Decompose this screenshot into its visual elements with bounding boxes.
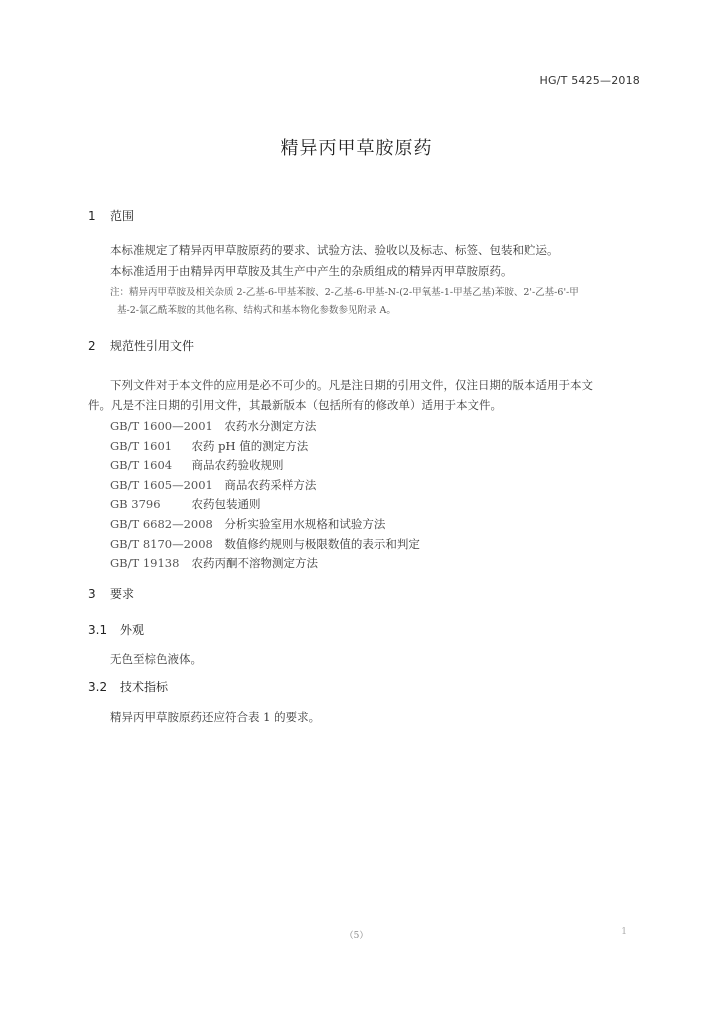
scope-paragraph-1: 本标准规定了精异丙甲草胺原药的要求、试验方法、验收以及标志、标签、包装和贮运。 — [110, 243, 559, 257]
section-number: 2 — [88, 339, 96, 353]
reference-item — [110, 477, 420, 497]
section-title: 规范性引用文件 — [110, 339, 195, 353]
reference-code: GB/T 6682—2008 — [110, 516, 213, 531]
scope-note-line-2: 基-2-氯乙酰苯胺的其他名称、结构式和基本物化参数参见附录 A。 — [117, 305, 396, 316]
reference-name: 商品农药验收规则 — [191, 458, 284, 473]
reference-item — [110, 438, 420, 458]
page-number: （5） — [344, 931, 369, 941]
reference-name: 分析实验室用水规格和试验方法 — [224, 516, 386, 531]
section-title: 技术指标 — [120, 680, 169, 694]
section-1-heading — [88, 207, 134, 224]
reference-name: 农药 pH 值的测定方法 — [191, 438, 309, 453]
appearance-text: 无色至棕色液体。 — [110, 652, 202, 666]
reference-code: GB 3796 — [110, 497, 161, 512]
reference-item — [110, 418, 420, 438]
reference-code: GB/T 1600—2001 — [110, 419, 213, 433]
reference-item — [110, 555, 420, 575]
reference-name: 数值修约规则与极限数值的表示和判定 — [224, 536, 420, 551]
reference-item — [110, 536, 420, 556]
section-title: 范围 — [110, 209, 135, 223]
references-intro-line-2: 件。凡是不注日期的引用文件，其最新版本（包括所有的修改单）适用于本文件。 — [88, 398, 502, 412]
standard-code: HG/T 5425—2018 — [539, 74, 640, 87]
section-3-2-heading — [88, 678, 168, 695]
reference-code: GB/T 1604 — [110, 458, 173, 473]
reference-code: GB/T 8170—2008 — [110, 536, 213, 551]
reference-item — [110, 516, 420, 536]
reference-item — [110, 457, 420, 477]
section-3-1-heading — [88, 621, 144, 638]
references-intro-line-1: 下列文件对于本文件的应用是必不可少的。凡是注日期的引用文件，仅注日期的版本适用于本文 — [110, 378, 593, 392]
section-number: 3.2 — [88, 680, 108, 694]
section-title: 外观 — [120, 623, 145, 637]
reference-code: GB/T 1605—2001 — [110, 477, 213, 492]
reference-name: 农药包装通则 — [191, 497, 261, 512]
section-number: 1 — [88, 209, 96, 223]
scope-note-line-1: 注：精异丙甲草胺及相关杂质 2-乙基-6-甲基苯胺、2-乙基-6-甲基-N-(2-甲氧基-1-甲基乙基)苯胺、2'-乙基-6'-甲 — [110, 287, 579, 298]
reference-item — [110, 496, 420, 516]
margin-mark: 1 — [621, 927, 627, 937]
reference-name: 商品农药采样方法 — [224, 477, 317, 492]
section-number: 3.1 — [88, 623, 108, 637]
document-title: 精异丙甲草胺原药 — [280, 138, 433, 159]
reference-name: 农药水分测定方法 — [224, 419, 317, 433]
section-number: 3 — [88, 587, 96, 601]
reference-code: GB/T 19138 — [110, 556, 180, 571]
section-3-heading — [88, 585, 134, 602]
technical-indicators-text: 精异丙甲草胺原药还应符合表 1 的要求。 — [110, 710, 321, 724]
normative-references-list — [110, 418, 420, 575]
reference-code: GB/T 1601 — [110, 438, 173, 453]
scope-paragraph-2: 本标准适用于由精异丙甲草胺及其生产中产生的杂质组成的精异丙甲草胺原药。 — [110, 264, 513, 278]
reference-name: 农药丙酮不溶物测定方法 — [191, 556, 318, 571]
section-title: 要求 — [110, 587, 135, 601]
section-2-heading — [88, 337, 194, 354]
